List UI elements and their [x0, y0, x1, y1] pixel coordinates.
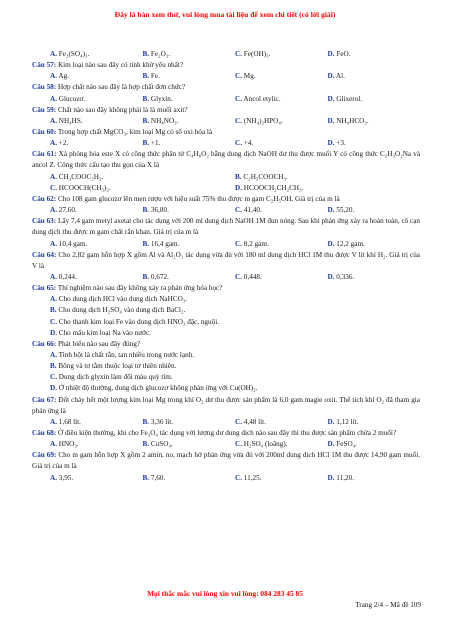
option-text: FeSO₄. — [336, 440, 357, 449]
question-number: Câu 57: — [32, 61, 57, 70]
answer-option — [235, 172, 420, 183]
option-label: D. — [327, 116, 335, 125]
answer-option — [143, 417, 236, 428]
option-text: FeO. — [336, 50, 351, 58]
answer-option — [235, 439, 328, 450]
option-label: A. — [50, 139, 57, 148]
option-label: C. — [235, 473, 242, 482]
option-text: 3,95. — [58, 473, 74, 482]
answer-option — [328, 239, 421, 250]
option-label: A. — [50, 206, 57, 215]
option-label: D. — [327, 206, 335, 215]
answer-option — [50, 239, 143, 250]
option-label: B. — [142, 116, 150, 125]
answer-option — [328, 71, 421, 82]
question-number: Câu 62: — [32, 194, 57, 203]
answer-option — [143, 205, 236, 216]
answer-option — [143, 473, 236, 484]
option-label: D. — [327, 94, 335, 103]
answer-option — [50, 205, 143, 216]
answer-option — [235, 272, 328, 283]
question-number: Câu 64: — [32, 250, 57, 259]
option-text: Glixerol. — [336, 94, 363, 103]
answer-option — [32, 294, 420, 305]
answer-option — [143, 272, 236, 283]
question-stem — [32, 60, 420, 71]
answer-option — [235, 239, 328, 250]
question-number: Câu 68: — [32, 429, 57, 438]
option-label: A. — [50, 473, 57, 482]
option-text: NH₄NO₃. — [150, 116, 179, 125]
option-label: C. — [235, 440, 242, 449]
option-label: D. — [50, 384, 57, 393]
option-label: D. — [327, 417, 335, 426]
answer-option — [328, 49, 421, 60]
answer-option — [50, 71, 143, 82]
option-text: +3. — [336, 139, 346, 148]
option-label: B. — [235, 172, 242, 181]
question-text: Ở điều kiện thường, khi cho Fe₃O₄ tác dụng với lượng dư dung dịch nào sau đây thì thu được sản phẩm chứa 2 muối? — [57, 429, 397, 438]
option-text: NH₄HS. — [58, 116, 83, 125]
option-text: 27,60. — [58, 206, 77, 215]
answer-option — [32, 350, 420, 361]
option-label: C. — [235, 206, 242, 215]
option-text: 0,244. — [58, 272, 77, 281]
question-number: Câu 61: — [32, 150, 57, 159]
option-text: Cho thanh kim loại Fe vào dung dịch HNO₃ đặc, nguội. — [58, 317, 220, 326]
option-text: 0,672. — [150, 272, 169, 281]
option-text: 7,60. — [150, 473, 166, 482]
question-stem — [32, 105, 420, 116]
answer-option — [50, 116, 143, 127]
question-number: Câu 59: — [32, 105, 57, 114]
option-text: +4. — [243, 139, 254, 148]
question-stem — [32, 82, 420, 93]
option-label: C. — [235, 72, 242, 81]
option-text: 11,25. — [243, 473, 262, 482]
question-stem — [32, 283, 420, 294]
answer-row — [32, 205, 420, 216]
answer-row — [32, 239, 420, 250]
option-text: Fe₂(SO₄)₃. — [58, 50, 90, 58]
answer-option — [50, 94, 143, 105]
question-text: Xà phòng hóa este X có công thức phân tử C₄H₈O₂ bằng dung dịch NaOH dư thu được muối Y có công thức C₂H₃O₂Na và ancol Z. Công thức cấu tạo thu gọn của X là — [32, 150, 421, 170]
question-text: Cho m gam hỗn hợp X gồm 2 amin, no, mạch hở phản ứng vừa đủ với 200ml dung dịch HCl 1M thu được 14,90 gam muối. Giá trị của m là — [32, 451, 421, 471]
option-label: D. — [50, 328, 57, 337]
question-text: Cho 108 gam glucozơ lên men rượu với hiệu suất 75% thu được m gam C₂H₅OH. Giá trị của m là — [57, 194, 340, 203]
answer-option — [235, 417, 328, 428]
option-text: Fe₂O₃. — [150, 50, 171, 58]
question-stem — [32, 395, 420, 417]
answer-option — [235, 473, 328, 484]
option-label: A. — [50, 50, 57, 58]
option-text: 36,80. — [150, 206, 169, 215]
answer-option — [328, 439, 421, 450]
page-number: Trang 2/4 – Mã đề 109 — [355, 601, 421, 609]
option-text: 10,4 gam. — [58, 239, 88, 248]
option-text: Cho dung dịch HCl vào dung dịch NaHCO₃. — [58, 295, 188, 304]
answer-option — [32, 361, 420, 372]
option-label: C. — [235, 94, 242, 103]
option-text: Glyxin. — [150, 94, 173, 103]
answer-row — [32, 183, 420, 194]
answer-option — [143, 439, 236, 450]
option-label: B. — [142, 139, 150, 148]
option-text: 3,36 lít. — [150, 417, 174, 426]
answer-option — [235, 205, 328, 216]
option-text: Fe(OH)₃. — [243, 50, 271, 58]
option-text: CH₃COOC₂H₅. — [58, 172, 104, 181]
option-text: +2. — [58, 139, 69, 148]
question-text: Chất nào sau đây không phải là là muối axit? — [57, 105, 188, 114]
answer-option — [235, 183, 420, 194]
option-text: Cho dung dịch H₂SO₄ vào dung dịch BaCl₂. — [58, 306, 186, 315]
option-label: B. — [50, 306, 57, 315]
answer-option — [143, 49, 236, 60]
option-text: C₂H₅COOCH₃. — [243, 172, 288, 181]
option-label: C. — [50, 317, 57, 326]
answer-row — [32, 71, 420, 82]
answer-option — [50, 138, 143, 149]
answer-option — [328, 272, 421, 283]
answer-option — [50, 49, 143, 60]
question-text: Đốt cháy hết một lượng kim loại Mg trong khí O₂ dư thu được sản phẩm là 6,0 gam magie oxit. Thể tích khí O₂ đã tham gia phản ứng là — [32, 395, 420, 415]
option-label: C. — [50, 183, 57, 192]
option-text: Al. — [335, 72, 345, 81]
answer-option — [143, 71, 236, 82]
answer-option — [143, 239, 236, 250]
option-text: 16,4 gam. — [150, 239, 180, 248]
option-text: Dung dịch glyxin làm đổi màu quỳ tím. — [58, 373, 173, 382]
question-text: Cho 2,82 gam hỗn hợp X gồm Al và Al₂O₃ tác dụng vừa đủ với 180 ml dung dịch HCl 1M thu được V lít khí H₂. Giá trị của V là — [32, 250, 420, 270]
question-number: Câu 65: — [32, 284, 57, 293]
option-label: A. — [50, 440, 57, 449]
answer-option — [328, 116, 421, 127]
answer-option — [50, 439, 143, 450]
option-text: Bông và tơ tằm thuộc loại tơ thiên nhiên. — [58, 362, 177, 371]
answer-option — [50, 172, 235, 183]
option-text: 55,20. — [336, 206, 355, 215]
answer-row — [32, 417, 420, 428]
contact-footer: Mọi thắc mắc vui lòng xin vui lòng: 084 283 45 85 — [147, 589, 303, 598]
answer-row — [32, 116, 420, 127]
option-label: C. — [235, 50, 242, 58]
option-text: HCOOCH₂CH₂CH₃. — [243, 183, 304, 192]
option-label: C. — [50, 373, 57, 382]
option-label: D. — [327, 239, 335, 248]
question-stem — [32, 149, 420, 171]
option-label: C. — [235, 139, 242, 148]
answer-option — [50, 473, 143, 484]
option-text: Ở nhiệt độ thường, dung dịch glucozơ không phản ứng với Cu(OH)₂. — [58, 384, 258, 393]
answer-option — [328, 417, 421, 428]
answer-option — [235, 138, 328, 149]
option-label: B. — [142, 94, 150, 103]
answer-option — [235, 49, 328, 60]
option-text: Tinh bột là chất rắn, tan nhiều trong nước lạnh. — [58, 351, 195, 359]
option-text: 0,336. — [336, 272, 355, 281]
question-number: Câu 58: — [32, 83, 57, 92]
question-text: Hợp chất nào sau đây là hợp chất đơn chức? — [57, 83, 186, 92]
answer-row — [32, 138, 420, 149]
answer-option — [235, 116, 328, 127]
answer-option — [328, 473, 421, 484]
option-text: 8,2 gam. — [243, 239, 269, 248]
preview-notice: Đây là bản xem thử, vui lòng mua tài liệu để xem chi tiết (có lời giải) — [114, 10, 336, 19]
option-label: B. — [50, 362, 57, 371]
answer-option — [143, 94, 236, 105]
answer-option — [32, 328, 420, 339]
option-label: D. — [327, 272, 335, 281]
option-text: Ancol etylic. — [243, 94, 281, 103]
option-label: A. — [50, 172, 57, 181]
option-label: D. — [327, 72, 335, 81]
question-number: Câu 66: — [32, 339, 57, 348]
answer-row — [32, 49, 420, 60]
answer-option — [32, 317, 420, 328]
option-label: B. — [142, 473, 150, 482]
option-label: C. — [235, 116, 242, 125]
question-stem — [32, 216, 420, 238]
option-text: 12,2 gam. — [336, 239, 365, 248]
answer-option — [235, 71, 328, 82]
option-text: 4,48 lít. — [243, 417, 266, 426]
option-text: 0,448. — [243, 272, 262, 281]
option-text: HCOOCH(CH₃)₂. — [58, 183, 111, 192]
answer-option — [32, 305, 420, 316]
option-label: B. — [142, 50, 150, 58]
question-number: Câu 63: — [32, 217, 57, 226]
option-text: CuSO₄. — [150, 440, 173, 449]
answer-row — [32, 172, 420, 183]
question-text: Phát biểu nào sau đây đúng? — [57, 339, 141, 348]
answer-option — [32, 383, 420, 394]
answer-option — [143, 138, 236, 149]
option-label: D. — [327, 139, 335, 148]
option-text: Fe. — [150, 72, 160, 81]
option-label: B. — [142, 239, 150, 248]
option-text: Ag. — [58, 72, 69, 81]
option-label: D. — [327, 473, 335, 482]
answer-option — [50, 183, 235, 194]
question-list — [32, 49, 420, 484]
question-text: Thí nghiệm nào sau đây không xảy ra phản ứng hóa học? — [57, 284, 223, 293]
option-text: Glucozơ. — [58, 94, 86, 103]
option-text: NH₄HCO₃. — [336, 116, 369, 125]
option-text: +1. — [150, 139, 161, 148]
answer-option — [143, 116, 236, 127]
question-stem — [32, 450, 420, 472]
answer-option — [328, 94, 421, 105]
answer-option — [328, 205, 421, 216]
option-text: (NH₄)₂HPO₄. — [243, 116, 283, 125]
option-label: A. — [50, 239, 57, 248]
option-label: D. — [327, 50, 335, 58]
option-text: Cho mẩu kim loại Na vào nước. — [58, 328, 151, 337]
question-stem — [32, 250, 420, 272]
option-label: C. — [235, 239, 242, 248]
option-label: B. — [142, 417, 150, 426]
question-number: Câu 60: — [32, 128, 57, 137]
option-text: 41,40. — [243, 206, 262, 215]
option-label: B. — [142, 272, 150, 281]
option-label: D. — [235, 183, 242, 192]
answer-row — [32, 439, 420, 450]
option-label: B. — [142, 72, 150, 81]
option-label: A. — [50, 116, 57, 125]
question-stem — [32, 339, 420, 350]
question-stem — [32, 127, 420, 138]
option-label: A. — [50, 94, 57, 103]
option-label: A. — [50, 272, 57, 281]
option-label: C. — [235, 272, 242, 281]
option-text: H₂SO₄ (loãng). — [243, 440, 288, 449]
answer-option — [32, 372, 420, 383]
option-label: A. — [50, 72, 57, 81]
question-stem — [32, 194, 420, 205]
option-text: 11,20. — [336, 473, 354, 482]
option-label: A. — [50, 417, 57, 426]
answer-option — [328, 138, 421, 149]
option-text: Mg. — [243, 72, 256, 81]
question-text: Kim loại nào sau đây có tính khử yếu nhất? — [57, 61, 184, 70]
answer-row — [32, 272, 420, 283]
question-text: Lấy 7,4 gam metyl axetat cho tác dụng với 200 ml dung dịch NaOH 1M đun nóng. Sau khi phản ứng xảy ra hoàn toàn, cô cạn dung dịch thu được m gam chất rắn khan. Giá trị của m là — [32, 217, 420, 237]
answer-option — [50, 272, 143, 283]
answer-option — [50, 417, 143, 428]
option-label: B. — [142, 206, 150, 215]
option-text: 1,12 lít. — [336, 417, 359, 426]
option-label: D. — [327, 440, 335, 449]
option-text: HNO₃. — [58, 440, 79, 449]
question-number: Câu 69: — [32, 451, 57, 460]
question-stem — [32, 428, 420, 439]
question-number: Câu 67: — [32, 395, 57, 404]
option-label: A. — [50, 351, 57, 359]
option-text: 1,68 lít. — [58, 417, 81, 426]
option-label: B. — [142, 440, 150, 449]
answer-option — [235, 94, 328, 105]
question-text: Trong hợp chất MgCO₃, kim loại Mg có số oxi hóa là — [57, 128, 213, 137]
option-label: C. — [235, 417, 242, 426]
option-label: A. — [50, 295, 57, 304]
answer-row — [32, 473, 420, 484]
answer-row — [32, 94, 420, 105]
